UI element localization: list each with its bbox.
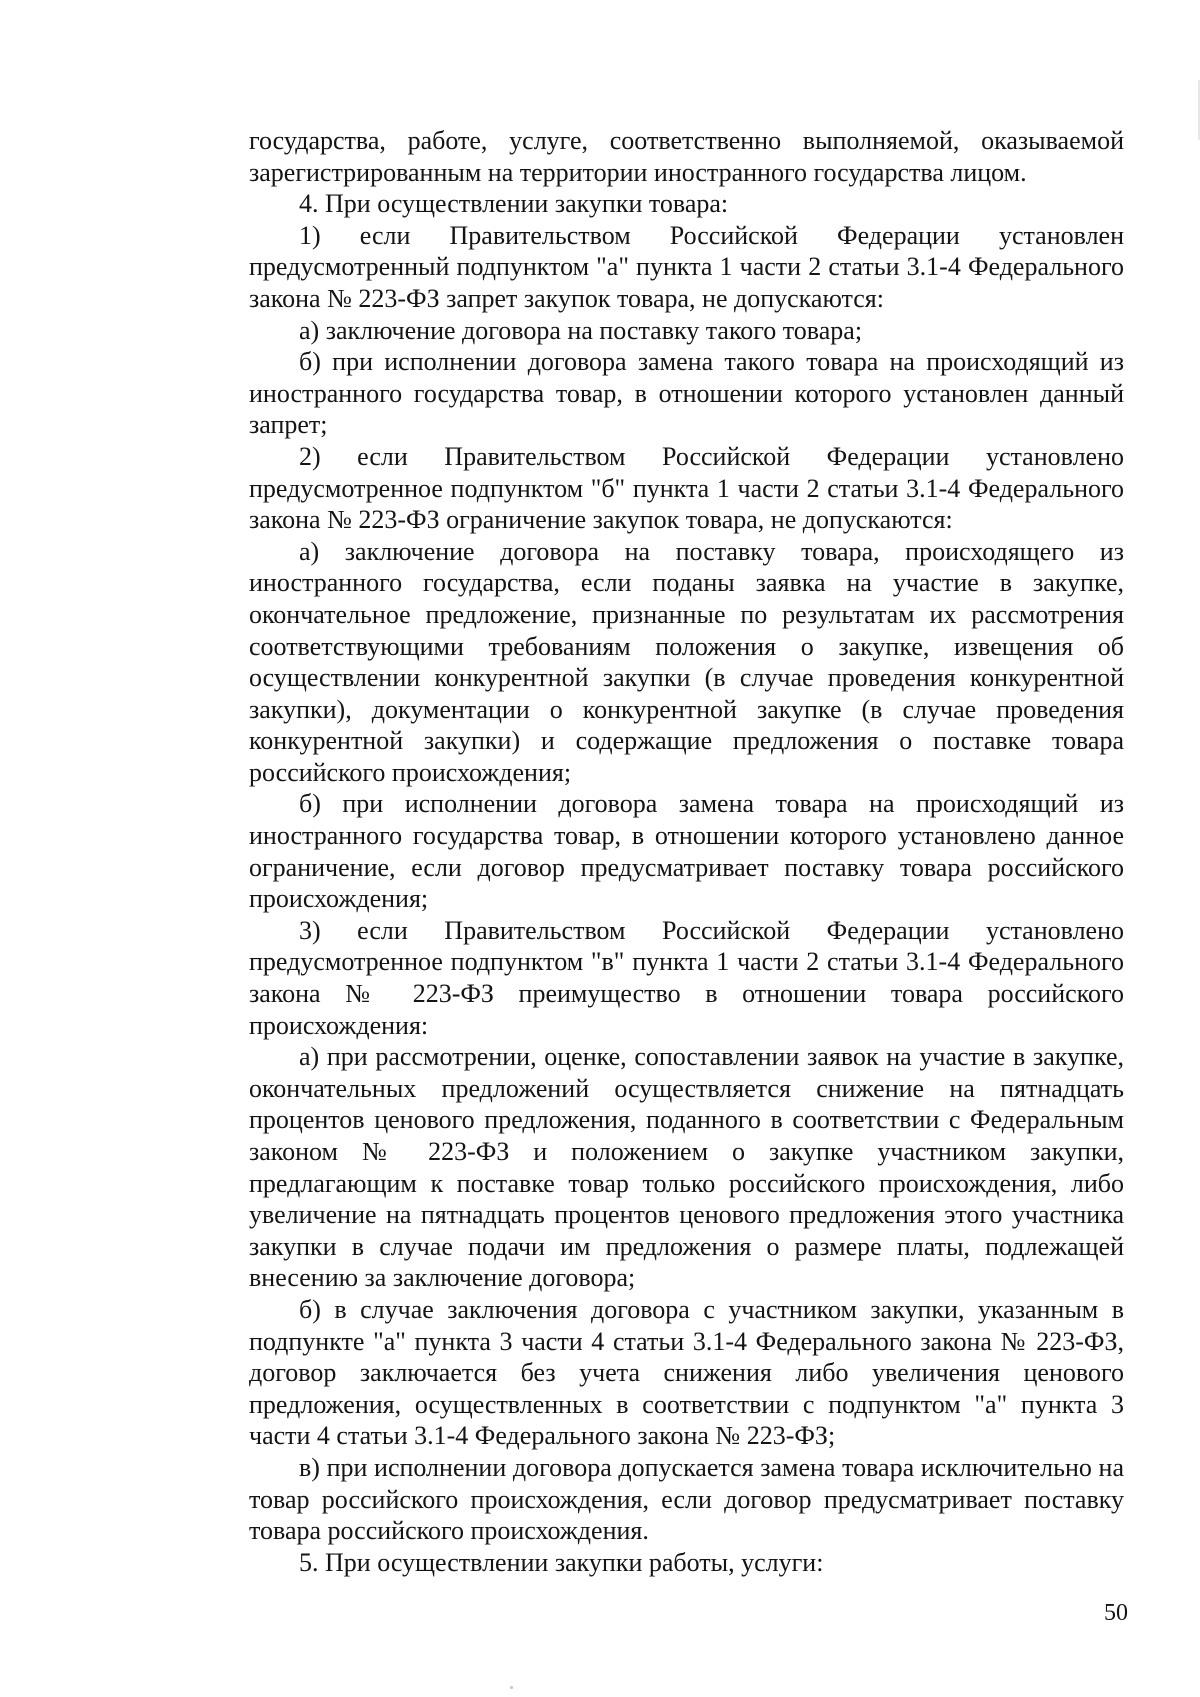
paragraph-item-3v: в) при исполнении договора допускается замена товара исключительно на товар российского происхождения, если договор предусматривает поставку товара российского происхождения.	[249, 1452, 1124, 1546]
paragraph-continuation: государства, работе, услуге, соответственно выполняемой, оказываемой зарегистрированным на территории иностранного государства лицом.	[249, 126, 1124, 187]
paragraph-item-3b: б) в случае заключения договора с участником закупки, указанным в подпункте "а" пункта 3 части 4 статьи 3.1-4 Федерального закона № 223-ФЗ, договор заключается без учета снижения либо увеличения ценового предложения, осуществленных в соответствии с подпунктом "а" пункта 3 части 4 статьи 3.1-4 Федерального закона № 223-ФЗ;	[249, 1294, 1124, 1451]
paragraph-item-1: 1) если Правительством Российской Федерации установлен предусмотренный подпунктом "а" пункта 1 части 2 статьи 3.1-4 Федерального закона № 223-ФЗ запрет закупок товара, не допускаются:	[249, 220, 1124, 313]
paragraph-item-2b: б) при исполнении договора замена товара на происходящий из иностранного государства товар, в отношении которого установлено данное ограничение, если договор предусматривает поставку товара российского происхождения;	[249, 789, 1124, 914]
document-body	[249, 125, 1124, 1578]
paragraph-section-4-heading: 4. При осуществлении закупки товара:	[299, 189, 729, 219]
paragraph-item-2a: а) заключение договора на поставку товара, происходящего из иностранного государства, если поданы заявка на участие в закупке, окончательное предложение, признанные по результатам их рассмотрения соответствующими требованиям положения о закупке, извещения об осуществлении конкурентной закупки (в случае проведения конкурентной закупки), документации о конкурентной закупке (в случае проведения конкурентной закупки) и содержащие предложения о поставке товара российского происхождения;	[249, 536, 1124, 787]
paragraph-item-1a: а) заключение договора на поставку такого товара;	[299, 315, 863, 345]
paragraph-item-3: 3) если Правительством Российской Федерации установлено предусмотренное подпунктом "в" пункта 1 части 2 статьи 3.1-4 Федерального закона № 223-ФЗ преимущество в отношении товара российского происхождения:	[249, 915, 1124, 1040]
scan-speck	[510, 1686, 513, 1689]
page-number: 50	[1104, 1600, 1128, 1626]
paragraph-section-5-heading: 5. При осуществлении закупки работы, услуги:	[299, 1547, 824, 1577]
paragraph-item-1b: б) при исполнении договора замена такого товара на происходящий из иностранного государства товар, в отношении которого установлен данный запрет;	[249, 347, 1124, 440]
paragraph-item-2: 2) если Правительством Российской Федерации установлено предусмотренное подпунктом "б" пункта 1 части 2 статьи 3.1-4 Федерального закона № 223-ФЗ ограничение закупок товара, не допускаются:	[249, 441, 1124, 535]
paragraph-item-3a: а) при рассмотрении, оценке, сопоставлении заявок на участие в закупке, окончательных предложений осуществляется снижение на пятнадцать процентов ценового предложения, поданного в соответствии с Федеральным законом № 223-ФЗ и положением о закупке участником закупки, предлагающим к поставке товар только российского происхождения, либо увеличение на пятнадцать процентов ценового предложения этого участника закупки в случае подачи им предложения о размере платы, подлежащей внесению за заключение договора;	[249, 1042, 1124, 1293]
